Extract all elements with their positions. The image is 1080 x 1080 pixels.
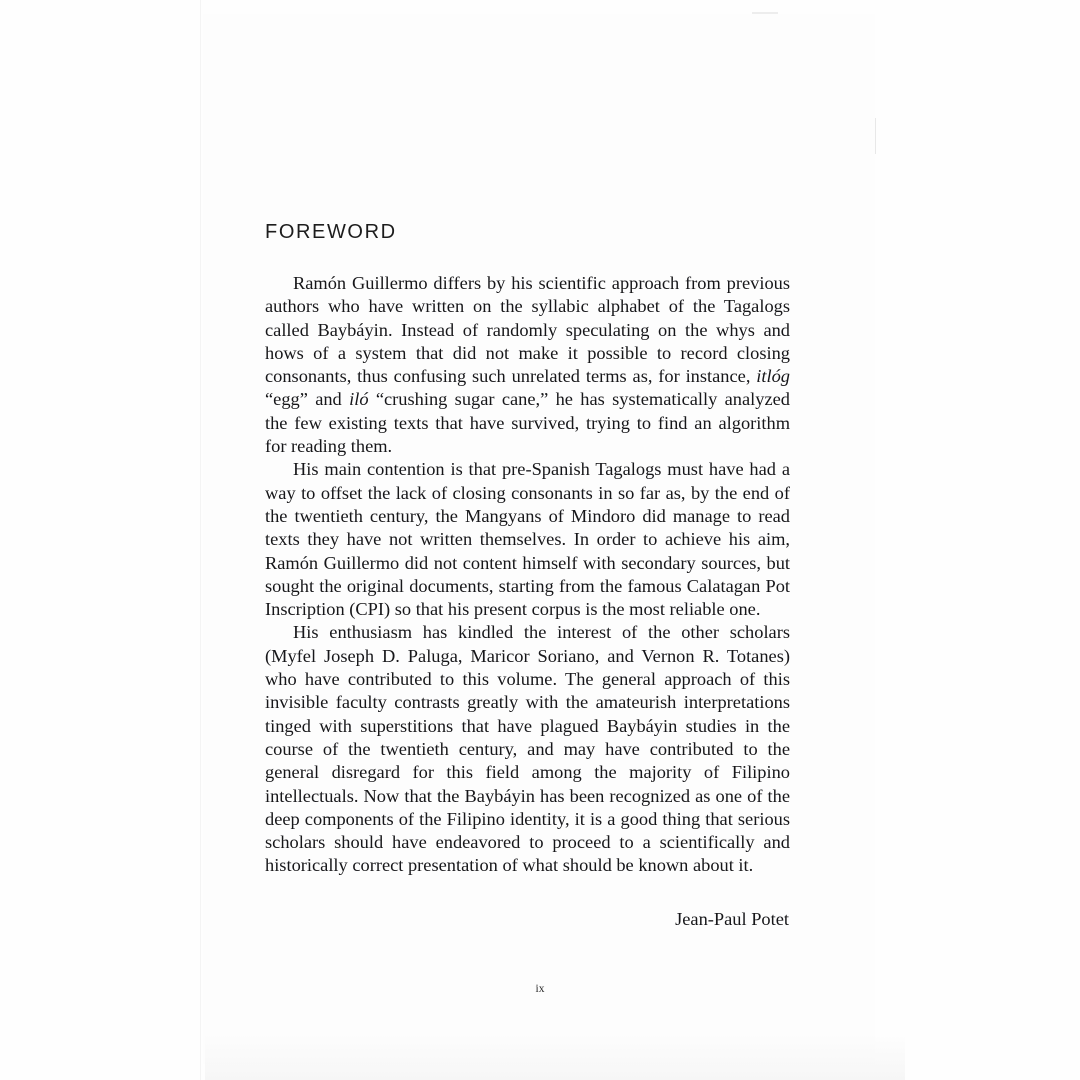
scan-artifact-top (752, 12, 778, 14)
italic-term: iló (349, 389, 369, 410)
text-run: “crushing sugar cane,” he has systematically analyzed the few existing texts that have survived, trying to find an algorithm for reading them. (265, 389, 790, 457)
signature-author: Jean-Paul Potet (675, 908, 789, 929)
text-column (265, 220, 790, 931)
page-number: ix (535, 983, 545, 995)
text-run: His enthusiasm has kindled the interest of the other scholars (Myfel Joseph D. Paluga, Maricor Soriano, and Vernon R. Totanes) who have contributed to this volume. The general approach of this invisible faculty contrasts greatly with the amateurish interpretations tinged with superstitions that have plagued Baybáyin studies in the course of the twentieth century, and may have contributed to the general disregard for this field among the majority of Filipino intellectuals. Now that the Baybáyin has been recognized as one of the deep components of the Filipino identity, it is a good thing that serious scholars should have endeavored to proceed to a scientifically and historically correct presentation of what should be known about it. (265, 622, 790, 876)
paragraph-2 (265, 458, 790, 621)
text-run: “egg” and (265, 389, 350, 410)
paragraph-3 (265, 621, 790, 877)
scan-artifact-bottom (205, 1034, 905, 1080)
body-text (265, 272, 790, 878)
italic-term: itlóg (756, 366, 790, 387)
page-edge-right (875, 118, 876, 154)
page-edge-left (200, 0, 201, 1080)
paragraph-1 (265, 272, 790, 458)
page-title: FOREWORD (265, 221, 397, 243)
text-run: Ramón Guillermo differs by his scientific approach from previous authors who have written on the syllabic alphabet of the Tagalogs called Baybáyin. Instead of randomly speculating on the whys and hows of a system that did not make it possible to record closing consonants, thus confusing such unrelated terms as, for instance, (265, 273, 790, 387)
text-run: His main contention is that pre-Spanish Tagalogs must have had a way to offset the lack of closing consonants in so far as, by the end of the twentieth century, the Mangyans of Mindoro did manage to read texts they have not written themselves. In order to achieve his aim, Ramón Guillermo did not content himself with secondary sources, but sought the original documents, starting from the famous Calatagan Pot Inscription (CPI) so that his present corpus is the most reliable one. (265, 459, 790, 620)
